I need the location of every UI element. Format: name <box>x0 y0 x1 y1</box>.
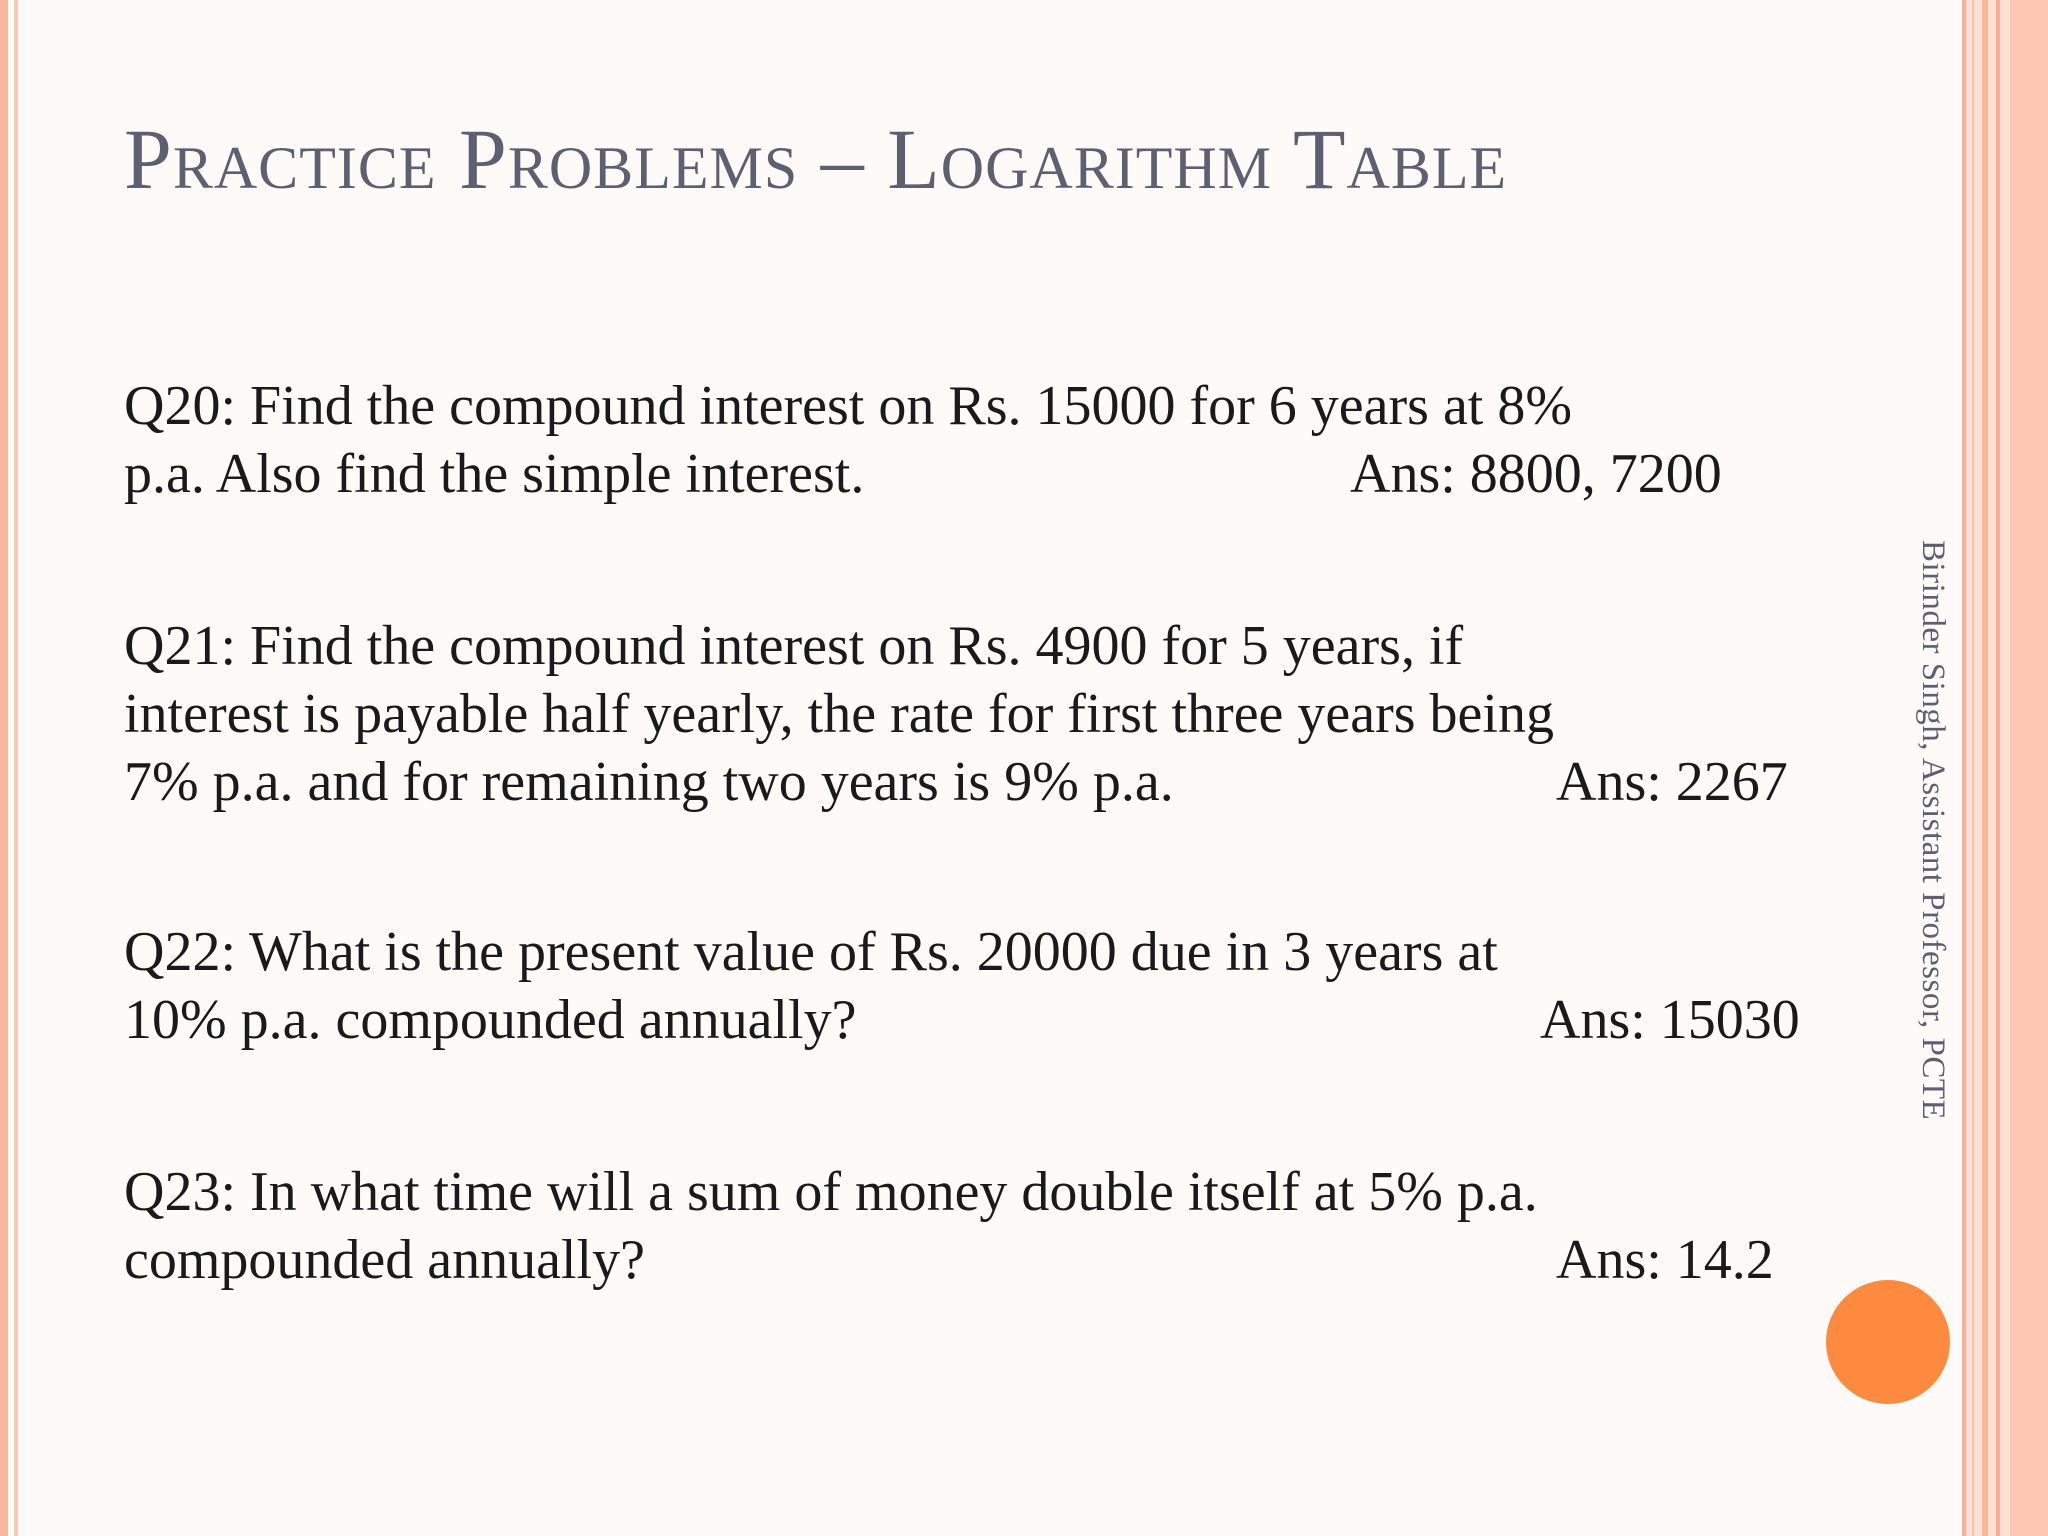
slide-title: Practice Problems – Logarithm Table <box>124 111 1508 207</box>
answer-text: Ans: 2267 <box>1556 751 1788 813</box>
right-border-stripe <box>1962 0 1966 1536</box>
problem-line <box>124 440 1844 508</box>
right-border-stripe <box>1982 0 1988 1536</box>
right-border-stripe <box>1996 0 2000 1536</box>
orange-circle-icon <box>1826 1280 1950 1404</box>
answer-text: Ans: 15030 <box>1540 989 1800 1051</box>
problem-line-text: 7% p.a. and for remaining two years is 9% p.a. <box>124 751 1174 813</box>
problem-q21 <box>124 612 1844 816</box>
problem-line <box>124 748 1844 816</box>
problem-line: Q21: Find the compound interest on Rs. 4900 for 5 years, if <box>124 615 1464 677</box>
author-credit: Birinder Singh, Assistant Professor, PCTE <box>1915 540 1951 1121</box>
problem-line <box>124 1226 1844 1294</box>
answer-text: Ans: 14.2 <box>1556 1229 1774 1291</box>
problem-line-text: compounded annually? <box>124 1229 645 1291</box>
problem-line <box>124 986 1844 1054</box>
problem-q22 <box>124 918 1844 1054</box>
problem-q23 <box>124 1158 1844 1294</box>
problem-line: Q23: In what time will a sum of money double itself at 5% p.a. <box>124 1161 1538 1223</box>
right-border-stripe <box>2010 0 2048 1536</box>
problem-line: Q22: What is the present value of Rs. 20000 due in 3 years at <box>124 921 1498 983</box>
problem-line: interest is payable half yearly, the rate for first three years being <box>124 683 1554 745</box>
problem-q20 <box>124 372 1844 508</box>
problem-line: Q20: Find the compound interest on Rs. 15000 for 6 years at 8% <box>124 375 1573 437</box>
answer-text: Ans: 8800, 7200 <box>1350 443 1722 505</box>
problem-line-text: p.a. Also find the simple interest. <box>124 443 865 505</box>
right-border-stripe <box>1972 0 1974 1536</box>
problem-line-text: 10% p.a. compounded annually? <box>124 989 857 1051</box>
left-border-stripe <box>0 0 8 1536</box>
left-border-stripe-thin <box>14 0 18 1536</box>
